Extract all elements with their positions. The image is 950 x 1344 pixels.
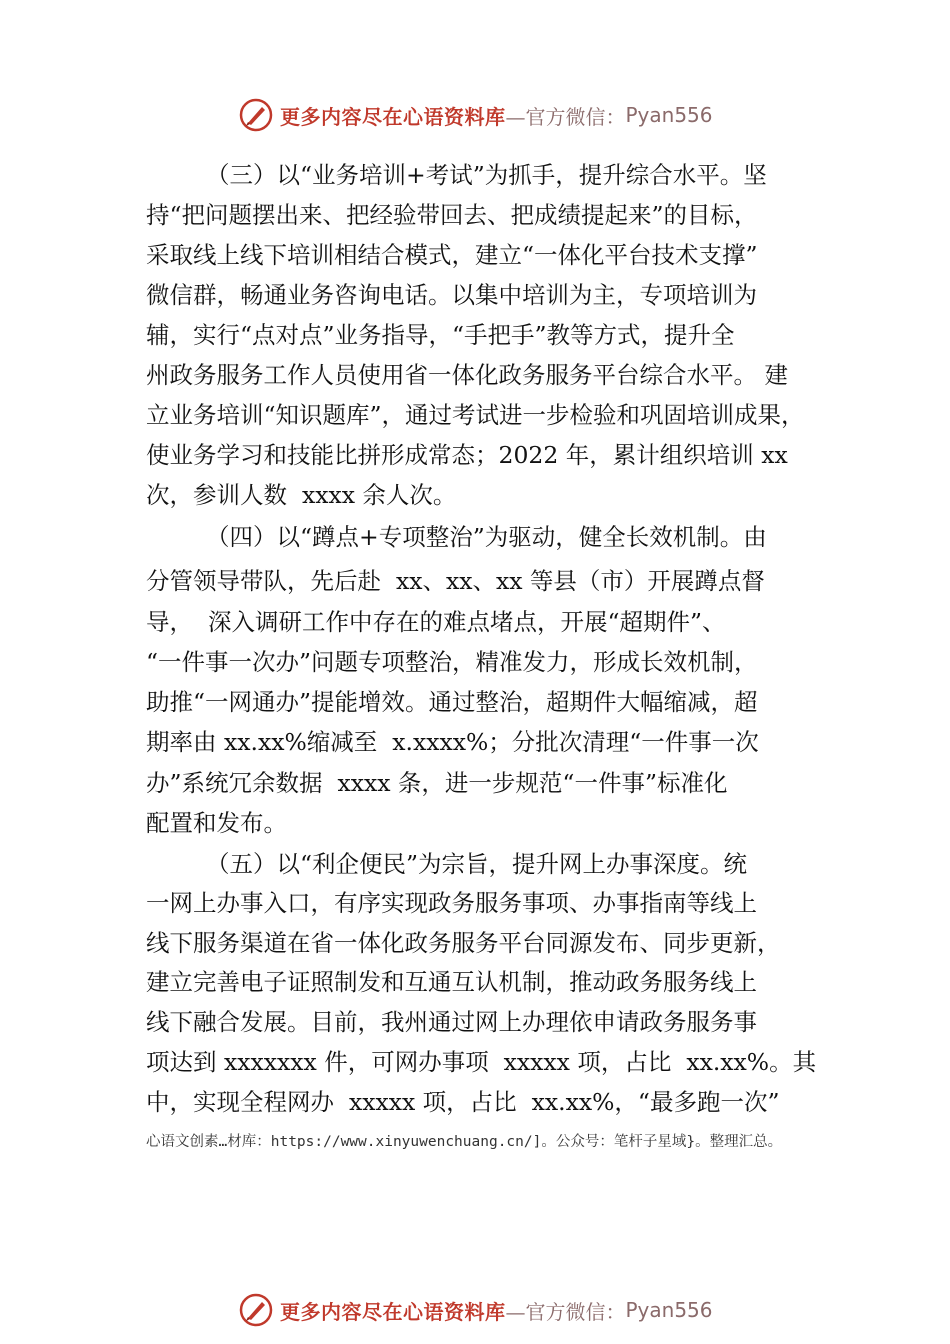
paragraph-line: （五）以“利企便民”为宗旨，提升网上办事深度。统 — [206, 850, 748, 878]
paragraph-line: 期率由 xx.xx%缩减至 x.xxxx%；分批次清理“一件事一次 — [146, 728, 759, 756]
paragraph-line: “一件事一次办”问题专项整治，精准发力，形成长效机制， — [146, 648, 758, 676]
header-watermark-top — [238, 95, 758, 135]
paragraph-line: 立业务培训“知识题库”，通过考试进一步检验和巩固培训成果， — [146, 401, 805, 429]
paragraph-line: 分管领导带队，先后赴 xx、xx、xx 等县（市）开展蹲点督 — [146, 567, 765, 595]
brush-logo-icon — [238, 1292, 274, 1328]
paragraph-line: 助推“一网通办”提能增效。通过整治，超期件大幅缩减，超 — [146, 688, 758, 716]
footer-wechat-id: Pyan556 — [625, 1298, 713, 1322]
paragraph-line: 建立完善电子证照制发和互通互认机制，推动政务服务线上 — [146, 968, 757, 996]
paragraph-line: 一网上办事入口，有序实现政务服务事项、办事指南等线上 — [146, 889, 757, 917]
footer-wechat-label: —官方微信： — [505, 1299, 626, 1324]
paragraph-line: 办”系统冗余数据 xxxx 条，进一步规范“一件事”标准化 — [146, 769, 728, 797]
brush-logo-icon — [238, 97, 274, 133]
header-brand-text: 更多内容尽在心语资料库 — [280, 104, 506, 129]
paragraph-line: 采取线上线下培训相结合模式，建立“一体化平台技术支撑” — [146, 241, 758, 269]
paragraph-line: 次，参训人数 xxxx 余人次。 — [146, 481, 457, 509]
paragraph-line: 项达到 xxxxxxx 件，可网办事项 xxxxx 项，占比 xx.xx%。其 — [146, 1048, 817, 1076]
paragraph-line: 导， 深入调研工作中存在的难点堵点，开展“超期件”、 — [146, 608, 726, 636]
source-note: 心语文创素…材库：https://www.xinyuwenchuang.cn/]。公众号：笔杆子星域}。整理汇总。 — [146, 1134, 783, 1150]
header-wechat-label: —官方微信： — [505, 104, 626, 129]
header-watermark-bottom — [238, 1290, 758, 1330]
paragraph-line: （四）以“蹲点+专项整治”为驱动，健全长效机制。由 — [206, 523, 767, 551]
footer-brand-text: 更多内容尽在心语资料库 — [280, 1299, 506, 1324]
paragraph-line: 持“把问题摆出来、把经验带回去、把成绩提起来”的目标， — [146, 201, 758, 229]
paragraph-line: 配置和发布。 — [146, 809, 287, 837]
paragraph-line: 州政务服务工作人员使用省一体化政务服务平台综合水平。 建 — [146, 361, 788, 389]
paragraph-line: 使业务学习和技能比拼形成常态；2022 年，累计组织培训 xx — [146, 441, 788, 469]
paragraph-line: 线下服务渠道在省一体化政务服务平台同源发布、同步更新， — [146, 929, 781, 957]
paragraph-line: 微信群，畅通业务咨询电话。以集中培训为主，专项培训为 — [146, 281, 757, 309]
header-wechat-id: Pyan556 — [625, 103, 713, 127]
paragraph-line: 辅，实行“点对点”业务指导，“手把手”教等方式，提升全 — [146, 321, 735, 349]
paragraph-line: （三）以“业务培训+考试”为抓手，提升综合水平。坚 — [206, 161, 767, 189]
paragraph-line: 中，实现全程网办 xxxxx 项，占比 xx.xx%，“最多跑一次” — [146, 1088, 780, 1116]
paragraph-line: 线下融合发展。目前，我州通过网上办理依申请政务服务事 — [146, 1008, 757, 1036]
